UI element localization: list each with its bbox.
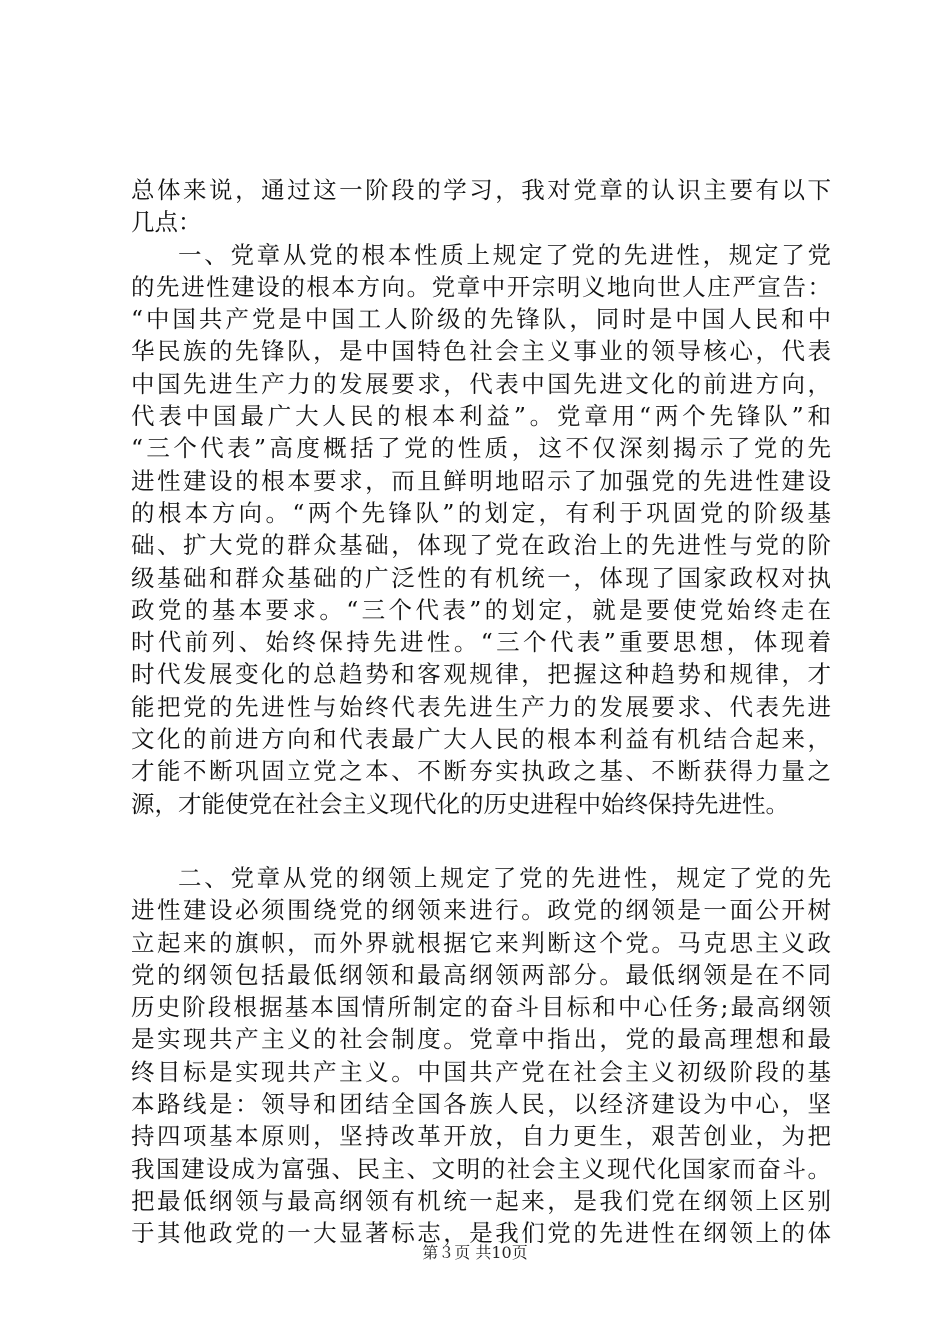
text-line: 历史阶段根据基本国情所制定的奋斗目标和中心任务;最高纲领 [131, 993, 831, 1022]
paragraph-intro [131, 174, 831, 239]
paragraph-point-one [131, 239, 831, 820]
paragraph-gap [131, 820, 831, 862]
text-line: 的根本方向。“两个先锋队”的划定，有利于巩固党的阶级基 [131, 498, 831, 527]
text-line: 于其他政党的一大显著标志，是我们党的先进性在纲领上的体 [131, 1219, 831, 1248]
text-line: 文化的前进方向和代表最广大人民的根本利益有机结合起来， [131, 725, 831, 754]
paragraph-point-two [131, 862, 831, 1250]
text-line: 源，才能使党在社会主义现代化的历史进程中始终保持先进性。 [131, 789, 789, 818]
page-footer [0, 1240, 950, 1263]
text-line: “中国共产党是中国工人阶级的先锋队，同时是中国人民和中 [131, 305, 831, 334]
text-line: 本路线是：领导和团结全国各族人民，以经济建设为中心，坚 [131, 1090, 831, 1119]
text-line: 党的纲领包括最低纲领和最高纲领两部分。最低纲领是在不同 [131, 960, 831, 989]
text-line: 才能不断巩固立党之本、不断夯实执政之基、不断获得力量之 [131, 757, 831, 786]
text-line: 总体来说，通过这一阶段的学习，我对党章的认识主要有以下 [131, 176, 831, 204]
text-line: 政党的基本要求。“三个代表”的划定，就是要使党始终走在 [131, 595, 831, 624]
page-number: 第３页 共10页 [422, 1243, 528, 1262]
text-line: 级基础和群众基础的广泛性的有机统一，体现了国家政权对执 [131, 563, 831, 592]
text-line: 立起来的旗帜，而外界就根据它来判断这个党。马克思主义政 [131, 928, 831, 957]
text-line: 代表中国最广大人民的根本利益”。党章用“两个先锋队”和 [131, 402, 831, 431]
text-line: 我国建设成为富强、民主、文明的社会主义现代化国家而奋斗。 [131, 1154, 831, 1183]
text-line: 时代发展变化的总趋势和客观规律，把握这种趋势和规律，才 [131, 660, 831, 689]
text-line: 是实现共产主义的社会制度。党章中指出，党的最高理想和最 [131, 1025, 831, 1054]
text-line: 二、党章从党的纲领上规定了党的先进性，规定了党的先 [178, 863, 831, 892]
text-line: 终目标是实现共产主义。中国共产党在社会主义初级阶段的基 [131, 1057, 831, 1086]
text-line: “三个代表”高度概括了党的性质，这不仅深刻揭示了党的先 [131, 434, 831, 463]
text-line: 几点： [131, 208, 202, 237]
text-line: 中国先进生产力的发展要求，代表中国先进文化的前进方向， [131, 369, 831, 398]
text-line: 的先进性建设的根本方向。党章中开宗明义地向世人庄严宣告： [131, 272, 831, 301]
text-line: 华民族的先锋队，是中国特色社会主义事业的领导核心，代表 [131, 337, 831, 366]
text-line: 持四项基本原则，坚持改革开放，自力更生，艰苦创业，为把 [131, 1122, 831, 1151]
document-body [131, 174, 831, 1250]
text-line: 把最低纲领与最高纲领有机统一起来，是我们党在纲领上区别 [131, 1186, 831, 1215]
text-line: 能把党的先进性与始终代表先进生产力的发展要求、代表先进 [131, 692, 831, 721]
text-line: 础、扩大党的群众基础，体现了党在政治上的先进性与党的阶 [131, 531, 831, 560]
text-line: 一、党章从党的根本性质上规定了党的先进性，规定了党 [178, 240, 831, 269]
text-line: 进性建设必须围绕党的纲领来进行。政党的纲领是一面公开树 [131, 896, 831, 925]
text-line: 进性建设的根本要求，而且鲜明地昭示了加强党的先进性建设 [131, 466, 831, 495]
text-line: 时代前列、始终保持先进性。“三个代表”重要思想，体现着 [131, 628, 831, 657]
